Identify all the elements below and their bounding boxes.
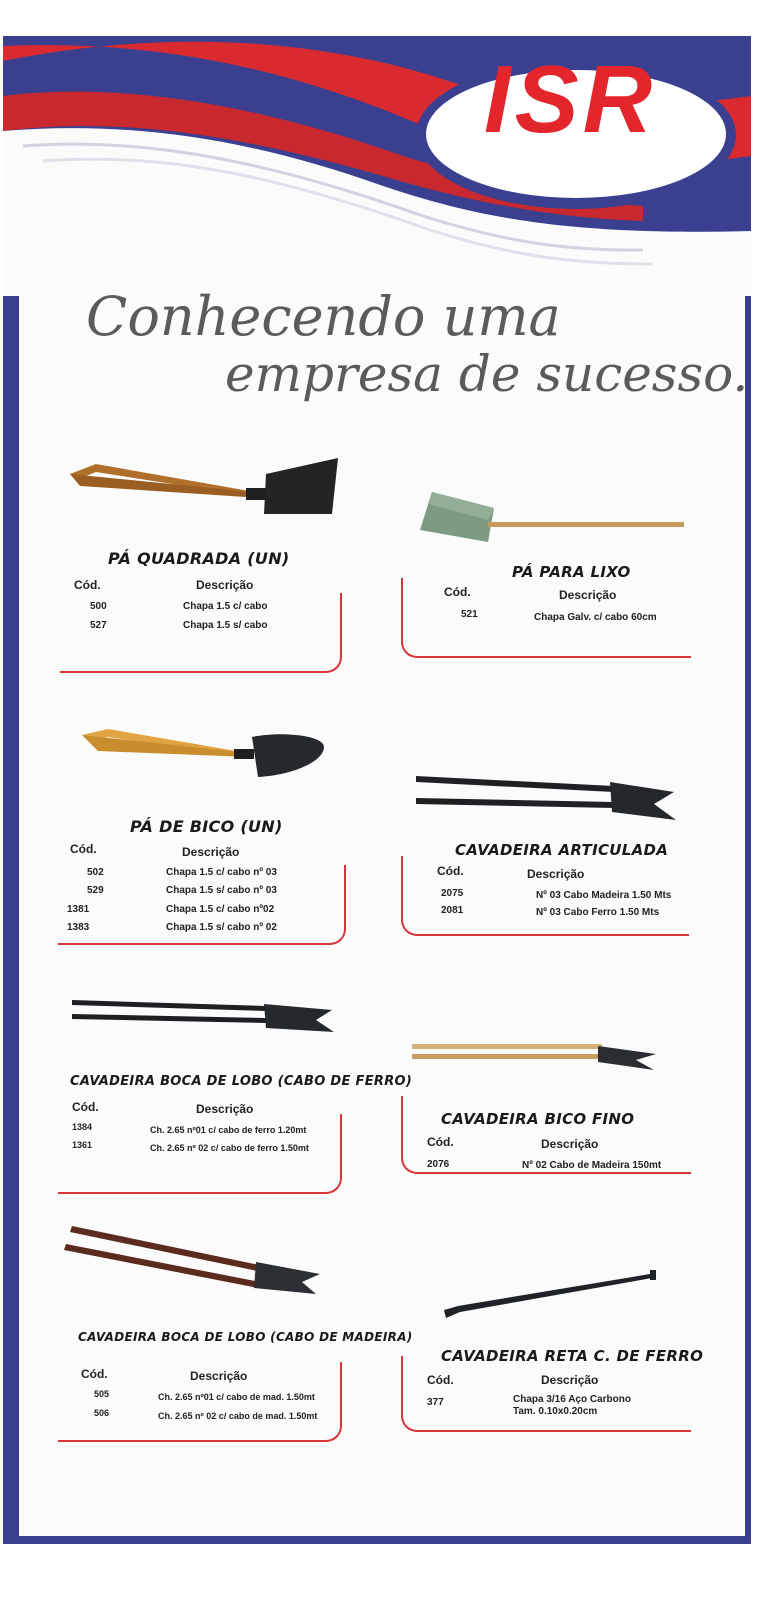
- row-desc: Ch. 2.65 nº 02 c/ cabo de ferro 1.50mt: [150, 1143, 309, 1153]
- row-desc-2: Tam. 0.10x0.20cm: [513, 1406, 598, 1417]
- row-desc: Chapa 1.5 s/ cabo: [183, 620, 268, 631]
- row-desc: Chapa 3/16 Aço Carbono: [513, 1394, 631, 1405]
- thin-tip-digger-image: [410, 1040, 660, 1076]
- table-bracket: [401, 1096, 691, 1174]
- table-bracket: [401, 1356, 691, 1432]
- row-code: 2075: [441, 888, 464, 899]
- slogan-line-2: empresa de sucesso.: [225, 345, 749, 403]
- row-desc: Chapa 1.5 s/ cabo nº 03: [166, 885, 277, 896]
- row-code: 1381: [67, 904, 90, 915]
- logo: ISR: [483, 46, 657, 153]
- table-bracket: [60, 593, 342, 673]
- square-shovel-image: [66, 458, 346, 520]
- product-title: PÁ PARA LIXO: [512, 563, 631, 581]
- pointed-shovel-image: [80, 727, 328, 781]
- row-code: 505: [94, 1389, 110, 1399]
- row-desc: Nº 03 Cabo Madeira 1.50 Mts: [536, 890, 672, 901]
- row-code: 500: [90, 601, 107, 612]
- product-title: CAVADEIRA BOCA DE LOBO (CABO DE MADEIRA): [78, 1330, 413, 1344]
- row-code: 1361: [72, 1140, 93, 1150]
- dustpan-shovel-image: [418, 490, 686, 546]
- code-header: Cód.: [70, 842, 97, 856]
- code-header: Cód.: [427, 1373, 454, 1387]
- table-bracket: [401, 578, 691, 658]
- product-title: CAVADEIRA ARTICULADA: [455, 841, 669, 859]
- straight-iron-bar-image: [440, 1268, 660, 1324]
- product-title: CAVADEIRA BICO FINO: [441, 1110, 635, 1128]
- row-desc: Ch. 2.65 nº 02 c/ cabo de mad. 1.50mt: [158, 1411, 318, 1421]
- row-desc: Chapa 1.5 c/ cabo nº02: [166, 904, 275, 915]
- row-desc: Ch. 2.65 nº01 c/ cabo de ferro 1.20mt: [150, 1125, 307, 1135]
- code-header: Cód.: [81, 1367, 108, 1381]
- table-bracket: [58, 1362, 342, 1442]
- row-code: 377: [427, 1397, 444, 1408]
- post-hole-digger-iron-image: [70, 996, 336, 1038]
- row-code: 502: [87, 867, 104, 878]
- description-header: Descrição: [527, 867, 585, 881]
- row-desc: Chapa 1.5 c/ cabo nº 03: [166, 867, 277, 878]
- description-header: Descrição: [541, 1373, 599, 1387]
- description-header: Descrição: [559, 588, 617, 602]
- row-code: 1384: [72, 1122, 93, 1132]
- table-bracket: [58, 865, 346, 945]
- product-title: CAVADEIRA RETA C. DE FERRO: [441, 1347, 704, 1365]
- row-desc: Ch. 2.65 nº01 c/ cabo de mad. 1.50mt: [158, 1392, 315, 1402]
- row-desc: Chapa Galv. c/ cabo 60cm: [534, 612, 657, 623]
- description-header: Descrição: [196, 1102, 254, 1116]
- code-header: Cód.: [444, 585, 471, 599]
- product-title: CAVADEIRA BOCA DE LOBO (CABO DE FERRO): [70, 1074, 413, 1089]
- code-header: Cód.: [437, 864, 464, 878]
- table-bracket: [401, 856, 689, 936]
- product-title: PÁ DE BICO (UN): [130, 817, 283, 836]
- articulated-digger-image: [414, 772, 678, 828]
- row-code: 2076: [427, 1159, 450, 1170]
- code-header: Cód.: [72, 1100, 99, 1114]
- description-header: Descrição: [182, 845, 240, 859]
- table-bracket: [58, 1114, 342, 1194]
- description-header: Descrição: [196, 578, 254, 592]
- code-header: Cód.: [427, 1135, 454, 1149]
- row-code: 527: [90, 620, 107, 631]
- row-desc: Nº 02 Cabo de Madeira 150mt: [522, 1160, 662, 1171]
- post-hole-digger-wood-image: [64, 1222, 324, 1298]
- row-code: 2081: [441, 905, 464, 916]
- row-desc: Chapa 1.5 s/ cabo nº 02: [166, 922, 277, 933]
- row-code: 529: [87, 885, 104, 896]
- row-code: 521: [461, 609, 478, 620]
- code-header: Cód.: [74, 578, 101, 592]
- slogan-line-1: Conhecendo uma: [86, 285, 561, 348]
- description-header: Descrição: [541, 1137, 599, 1151]
- row-desc: Chapa 1.5 c/ cabo: [183, 601, 268, 612]
- row-code: 506: [94, 1408, 110, 1418]
- description-header: Descrição: [190, 1369, 248, 1383]
- row-code: 1383: [67, 922, 90, 933]
- row-desc: Nº 03 Cabo Ferro 1.50 Mts: [536, 907, 660, 918]
- product-title: PÁ QUADRADA (UN): [108, 549, 290, 568]
